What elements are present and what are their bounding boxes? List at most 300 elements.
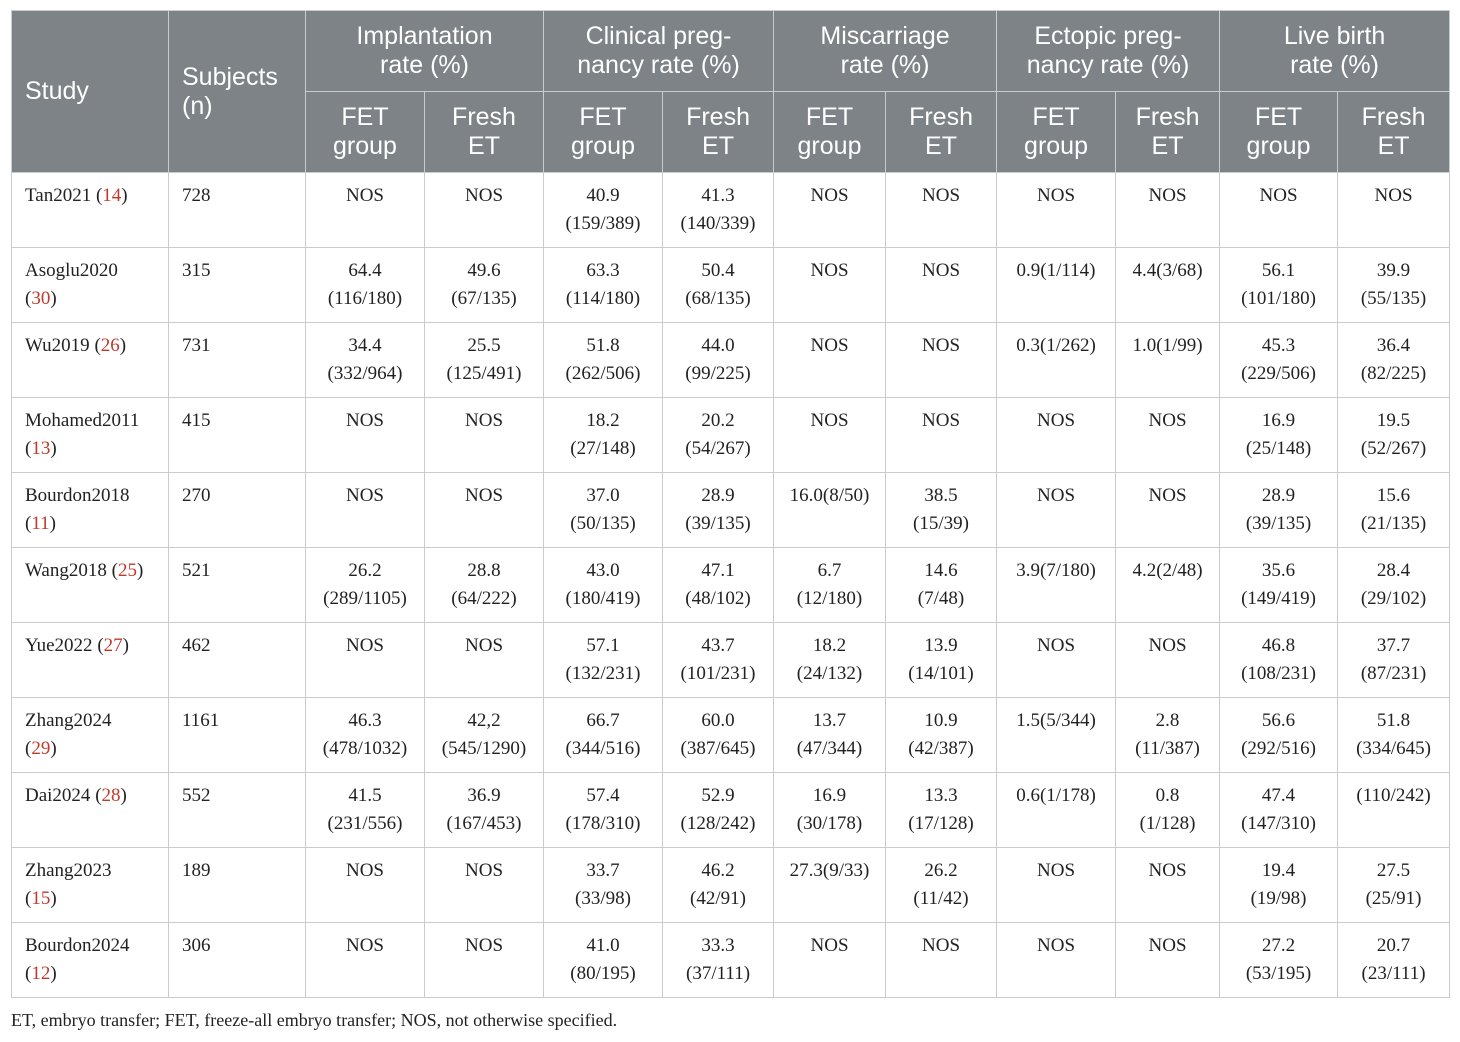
fresh-value-cell — [425, 773, 544, 848]
fet-value-cell — [544, 848, 663, 923]
fet-value-cell — [1220, 248, 1338, 323]
subjects-cell: 270 — [169, 473, 306, 548]
header-sub-line: Fresh — [452, 103, 516, 131]
value-line: NOS — [1148, 410, 1187, 431]
value-line: (50/135) — [570, 513, 636, 534]
value-line: (30/178) — [796, 813, 863, 834]
table-row — [12, 248, 1450, 323]
fet-value-cell — [544, 173, 663, 248]
value-line: 18.2 — [586, 410, 620, 431]
fresh-value-cell — [663, 548, 774, 623]
value-line: 45.3 — [1261, 335, 1296, 356]
header-group-line: nancy rate (%) — [1026, 51, 1190, 79]
value-line: (178/310) — [565, 813, 641, 834]
fet-value-cell — [774, 323, 886, 398]
value-line: 52.9 — [701, 785, 735, 806]
header-fresh-et — [425, 92, 544, 173]
value-line: (42/91) — [690, 888, 746, 909]
study-name: Asoglu2020 — [25, 260, 118, 281]
value-line: (545/1290) — [441, 738, 527, 759]
fet-value-cell — [306, 473, 425, 548]
study-name: Zhang2024 — [25, 710, 112, 731]
value-line: NOS — [1037, 410, 1076, 431]
value-line: 28.9 — [1261, 485, 1296, 506]
fresh-value-cell — [1116, 173, 1220, 248]
fresh-value-cell — [1338, 698, 1450, 773]
value-line: 46.8 — [1261, 635, 1296, 656]
subjects-cell: 315 — [169, 248, 306, 323]
fresh-value-cell — [1116, 923, 1220, 998]
value-line: NOS — [810, 335, 849, 356]
header-sub-line: ET — [1151, 132, 1184, 160]
value-line: NOS — [922, 335, 961, 356]
value-line: 47.1 — [701, 560, 735, 581]
value-line: NOS — [465, 935, 504, 956]
fet-value-cell — [306, 848, 425, 923]
fet-value-cell — [774, 248, 886, 323]
value-line: NOS — [1037, 860, 1076, 881]
value-line: 16.9 — [1261, 410, 1296, 431]
header-fet-group — [306, 92, 425, 173]
value-line: NOS — [465, 485, 504, 506]
value-line: 13.7 — [812, 710, 847, 731]
fresh-value-cell — [663, 398, 774, 473]
fet-value-cell — [544, 398, 663, 473]
value-line: (332/964) — [327, 363, 403, 384]
value-line: (128/242) — [680, 813, 756, 834]
fet-value-cell — [997, 473, 1116, 548]
header-live-birth-rate — [1220, 11, 1450, 92]
value-line: 0.3(1/262) — [1016, 335, 1096, 356]
value-line: 43.7 — [701, 635, 735, 656]
value-line: (229/506) — [1241, 363, 1316, 384]
fresh-value-cell — [1116, 848, 1220, 923]
study-name: Yue2022 — [25, 635, 93, 656]
table-row — [12, 323, 1450, 398]
value-line: (68/135) — [685, 288, 751, 309]
fresh-value-cell — [425, 473, 544, 548]
value-line: (54/267) — [685, 438, 751, 459]
reference-link[interactable]: 30 — [31, 288, 51, 309]
value-line: 60.0 — [701, 710, 735, 731]
value-line: (289/1105) — [323, 588, 407, 609]
study-cell: Tan2021 (14) — [12, 173, 169, 248]
header-fet-group — [544, 92, 663, 173]
value-line: 16.0(8/50) — [789, 485, 870, 506]
reference-link[interactable]: 27 — [103, 635, 123, 656]
header-fresh-et — [886, 92, 997, 173]
reference-link[interactable]: 26 — [100, 335, 120, 356]
reference-link[interactable]: 14 — [102, 185, 122, 206]
fet-value-cell — [544, 923, 663, 998]
header-sub-line: group — [571, 132, 635, 160]
fet-value-cell — [774, 848, 886, 923]
fresh-value-cell — [425, 323, 544, 398]
value-line: (167/453) — [446, 813, 522, 834]
value-line: 56.1 — [1261, 260, 1296, 281]
value-line: (132/231) — [565, 663, 641, 684]
reference-link[interactable]: 11 — [31, 513, 50, 534]
fresh-value-cell — [886, 698, 997, 773]
value-line: 39.9 — [1376, 260, 1411, 281]
value-line: NOS — [345, 485, 384, 506]
value-line: (99/225) — [685, 363, 751, 384]
value-line: 49.6 — [467, 260, 501, 281]
fet-value-cell — [544, 623, 663, 698]
value-line: (101/231) — [680, 663, 756, 684]
value-line: 51.8 — [1376, 710, 1411, 731]
reference-link[interactable]: 15 — [31, 888, 51, 909]
value-line: NOS — [922, 410, 961, 431]
fet-value-cell — [306, 173, 425, 248]
value-line: (29/102) — [1360, 588, 1427, 609]
value-line: (82/225) — [1360, 363, 1427, 384]
value-line: 0.8 — [1155, 785, 1180, 806]
fresh-value-cell — [886, 623, 997, 698]
header-ectopic-pregnancy-rate — [997, 11, 1220, 92]
value-line: 27.2 — [1261, 935, 1296, 956]
fet-value-cell — [997, 548, 1116, 623]
fet-value-cell — [306, 548, 425, 623]
value-line: (17/128) — [908, 813, 974, 834]
header-sub-line: FET — [1254, 103, 1303, 131]
fresh-value-cell — [886, 173, 997, 248]
study-name: Bourdon2018 — [25, 485, 130, 506]
fresh-value-cell — [1338, 623, 1450, 698]
fet-value-cell — [1220, 398, 1338, 473]
value-line: (159/389) — [565, 213, 641, 234]
subjects-cell: 521 — [169, 548, 306, 623]
study-name: Wu2019 — [25, 335, 90, 356]
fet-value-cell — [997, 923, 1116, 998]
subjects-cell: 728 — [169, 173, 306, 248]
value-line: (67/135) — [451, 288, 517, 309]
value-line: 1.0(1/99) — [1132, 335, 1203, 356]
fresh-value-cell — [886, 923, 997, 998]
value-line: (478/1032) — [322, 738, 408, 759]
header-sub-line: Fresh — [686, 103, 750, 131]
value-line: (64/222) — [451, 588, 517, 609]
value-line: 64.4 — [348, 260, 382, 281]
subjects-cell: 415 — [169, 398, 306, 473]
table-row — [12, 698, 1450, 773]
value-line: 46.2 — [701, 860, 735, 881]
table-header — [12, 11, 1450, 173]
value-line: NOS — [1259, 185, 1298, 206]
value-line: 26.2 — [348, 560, 382, 581]
value-line: (262/506) — [565, 363, 641, 384]
header-implantation-rate — [306, 11, 544, 92]
fresh-value-cell — [663, 848, 774, 923]
value-line: (15/39) — [913, 513, 969, 534]
value-line: 33.3 — [701, 935, 735, 956]
fresh-value-cell — [663, 323, 774, 398]
header-group-line: nancy rate (%) — [577, 51, 740, 79]
fresh-value-cell — [1338, 473, 1450, 548]
value-line: NOS — [1148, 635, 1187, 656]
fresh-value-cell — [886, 848, 997, 923]
value-line: NOS — [345, 635, 384, 656]
value-line: (114/180) — [565, 288, 641, 309]
value-line: 6.7 — [817, 560, 842, 581]
header-group-line: rate (%) — [840, 51, 930, 79]
value-line: (52/267) — [1360, 438, 1427, 459]
value-line: NOS — [465, 185, 504, 206]
study-cell: Bourdon2024 (12) — [12, 923, 169, 998]
value-line: (55/135) — [1360, 288, 1427, 309]
header-group-line: Ectopic preg- — [1034, 22, 1182, 50]
table-footnote: ET, embryo transfer; FET, freeze-all embryo transfer; NOS, not otherwise specified. — [11, 1010, 618, 1030]
fresh-value-cell — [425, 548, 544, 623]
fet-value-cell — [997, 623, 1116, 698]
fet-value-cell — [1220, 923, 1338, 998]
value-line: (19/98) — [1250, 888, 1307, 909]
value-line: (334/645) — [1356, 738, 1431, 759]
value-line: NOS — [345, 410, 384, 431]
value-line: 26.2 — [924, 860, 958, 881]
fet-value-cell — [1220, 173, 1338, 248]
value-line: 14.6 — [924, 560, 958, 581]
table-row — [12, 848, 1450, 923]
study-cell: Mohamed2011 (13) — [12, 398, 169, 473]
value-line: 19.4 — [1261, 860, 1296, 881]
value-line: 20.7 — [1376, 935, 1411, 956]
study-name: Tan2021 — [25, 185, 92, 206]
fresh-value-cell — [1116, 323, 1220, 398]
fet-value-cell — [306, 248, 425, 323]
value-line: NOS — [922, 935, 961, 956]
reference-link[interactable]: 12 — [31, 963, 51, 984]
reference-link[interactable]: 28 — [101, 785, 121, 806]
fresh-value-cell — [1338, 398, 1450, 473]
value-line: (24/132) — [796, 663, 863, 684]
reference-link[interactable]: 29 — [31, 738, 51, 759]
value-line: NOS — [1148, 935, 1187, 956]
fet-value-cell — [774, 623, 886, 698]
study-cell: Wang2018 (25) — [12, 548, 169, 623]
fet-value-cell — [774, 773, 886, 848]
value-line: 46.3 — [348, 710, 382, 731]
value-line: 0.6(1/178) — [1016, 785, 1096, 806]
value-line: (7/48) — [917, 588, 965, 609]
fresh-value-cell — [663, 773, 774, 848]
value-line: NOS — [465, 635, 504, 656]
fresh-value-cell — [886, 323, 997, 398]
fet-value-cell — [997, 398, 1116, 473]
header-miscarriage-rate — [774, 11, 997, 92]
results-table — [11, 10, 1450, 998]
subjects-cell: 306 — [169, 923, 306, 998]
value-line: NOS — [465, 860, 504, 881]
value-line: (27/148) — [570, 438, 636, 459]
value-line: NOS — [1037, 635, 1076, 656]
fet-value-cell — [544, 248, 663, 323]
fresh-value-cell — [425, 923, 544, 998]
value-line: 40.9 — [586, 185, 620, 206]
value-line: (87/231) — [1360, 663, 1427, 684]
study-cell: Bourdon2018 (11) — [12, 473, 169, 548]
header-sub-line: group — [333, 132, 397, 160]
value-line: 25.5 — [467, 335, 501, 356]
value-line: NOS — [345, 185, 384, 206]
value-line: (25/91) — [1365, 888, 1422, 909]
fresh-value-cell — [1116, 398, 1220, 473]
value-line: (39/135) — [685, 513, 751, 534]
subjects-cell: 1161 — [169, 698, 306, 773]
fresh-value-cell — [1116, 623, 1220, 698]
fresh-value-cell — [1116, 548, 1220, 623]
fresh-value-cell — [425, 248, 544, 323]
header-sub-line: Fresh — [1361, 103, 1426, 131]
value-line: 18.2 — [812, 635, 847, 656]
value-line: 50.4 — [701, 260, 735, 281]
fresh-value-cell — [1338, 773, 1450, 848]
fet-value-cell — [774, 548, 886, 623]
value-line: 43.0 — [586, 560, 620, 581]
fet-value-cell — [1220, 623, 1338, 698]
value-line: 37.7 — [1376, 635, 1411, 656]
fresh-value-cell — [886, 398, 997, 473]
value-line: (292/516) — [1241, 738, 1316, 759]
header-sub-line: Fresh — [909, 103, 973, 131]
value-line: 36.4 — [1376, 335, 1411, 356]
value-line: 3.9(7/180) — [1016, 560, 1096, 581]
header-fresh-et — [1116, 92, 1220, 173]
value-line: (14/101) — [908, 663, 974, 684]
value-line: 41.5 — [348, 785, 382, 806]
header-sub-line: FET — [805, 103, 854, 131]
value-line: (21/135) — [1360, 513, 1427, 534]
value-line: 33.7 — [586, 860, 620, 881]
value-line: (344/516) — [565, 738, 641, 759]
value-line: (39/135) — [1245, 513, 1312, 534]
value-line: (48/102) — [685, 588, 751, 609]
value-line: 20.2 — [701, 410, 735, 431]
value-line: 57.1 — [586, 635, 620, 656]
fresh-value-cell — [425, 623, 544, 698]
value-line: NOS — [345, 860, 384, 881]
study-name: Bourdon2024 — [25, 935, 130, 956]
fet-value-cell — [1220, 698, 1338, 773]
value-line: (1/128) — [1139, 813, 1196, 834]
header-sub-line: group — [1024, 132, 1088, 160]
value-line: 56.6 — [1261, 710, 1296, 731]
fet-value-cell — [544, 548, 663, 623]
reference-link[interactable]: 25 — [117, 560, 137, 581]
value-line: 66.7 — [586, 710, 620, 731]
value-line: 42,2 — [467, 710, 501, 731]
fet-value-cell — [997, 848, 1116, 923]
value-line: 35.6 — [1261, 560, 1296, 581]
header-group-line: Clinical preg- — [585, 22, 732, 50]
value-line: (11/42) — [913, 888, 969, 909]
fet-value-cell — [1220, 773, 1338, 848]
study-cell: Asoglu2020 (30) — [12, 248, 169, 323]
value-line: 2.8 — [1155, 710, 1180, 731]
value-line: NOS — [1148, 485, 1187, 506]
fresh-value-cell — [663, 248, 774, 323]
header-fresh-et — [663, 92, 774, 173]
table-body — [12, 173, 1450, 998]
fresh-value-cell — [663, 473, 774, 548]
value-line: NOS — [345, 935, 384, 956]
fresh-value-cell — [425, 173, 544, 248]
value-line: (149/419) — [1241, 588, 1316, 609]
value-line: 41.0 — [586, 935, 620, 956]
header-sub-line: ET — [1377, 132, 1410, 160]
value-line: (125/491) — [446, 363, 522, 384]
study-cell: Wu2019 (26) — [12, 323, 169, 398]
value-line: (11/387) — [1135, 738, 1200, 759]
fresh-value-cell — [425, 398, 544, 473]
reference-link[interactable]: 13 — [31, 438, 51, 459]
value-line: (110/242) — [1356, 785, 1431, 806]
value-line: 15.6 — [1376, 485, 1411, 506]
header-group-line: Implantation — [356, 22, 493, 50]
value-line: 10.9 — [924, 710, 958, 731]
value-line: (37/111) — [686, 963, 751, 984]
value-line: 51.8 — [586, 335, 620, 356]
value-line: 13.3 — [924, 785, 958, 806]
value-line: 37.0 — [586, 485, 620, 506]
header-study: Study — [12, 11, 169, 173]
header-sub-line: ET — [702, 132, 734, 160]
subjects-cell: 189 — [169, 848, 306, 923]
header-sub-line: ET — [925, 132, 957, 160]
study-cell: Yue2022 (27) — [12, 623, 169, 698]
table-row — [12, 773, 1450, 848]
header-fet-group — [1220, 92, 1338, 173]
fresh-value-cell — [663, 698, 774, 773]
value-line: NOS — [922, 260, 961, 281]
value-line: (47/344) — [796, 738, 863, 759]
fet-value-cell — [1220, 323, 1338, 398]
fresh-value-cell — [1338, 248, 1450, 323]
fet-value-cell — [1220, 473, 1338, 548]
header-sub-line: group — [797, 132, 862, 160]
value-line: NOS — [810, 260, 849, 281]
value-line: 4.2(2/48) — [1132, 560, 1203, 581]
value-line: (180/419) — [565, 588, 641, 609]
value-line: (147/310) — [1241, 813, 1316, 834]
table-row — [12, 173, 1450, 248]
value-line: (25/148) — [1245, 438, 1312, 459]
fet-value-cell — [306, 398, 425, 473]
fresh-value-cell — [1338, 173, 1450, 248]
value-line: 13.9 — [924, 635, 958, 656]
fet-value-cell — [306, 773, 425, 848]
value-line: NOS — [1148, 860, 1187, 881]
table-row — [12, 473, 1450, 548]
fresh-value-cell — [1116, 473, 1220, 548]
value-line: NOS — [1037, 935, 1076, 956]
value-line: 28.4 — [1376, 560, 1411, 581]
header-sub-line: FET — [341, 103, 389, 131]
value-line: NOS — [1037, 485, 1076, 506]
value-line: NOS — [810, 185, 849, 206]
value-line: 27.3(9/33) — [789, 860, 870, 881]
value-line: 44.0 — [701, 335, 735, 356]
header-subjects-line: (n) — [182, 91, 213, 120]
fet-value-cell — [774, 698, 886, 773]
study-name: Dai2024 — [25, 785, 91, 806]
study-cell: Zhang2023 (15) — [12, 848, 169, 923]
value-line: 57.4 — [586, 785, 620, 806]
value-line: NOS — [810, 935, 849, 956]
fet-value-cell — [544, 698, 663, 773]
study-cell: Zhang2024 (29) — [12, 698, 169, 773]
fresh-value-cell — [1338, 323, 1450, 398]
